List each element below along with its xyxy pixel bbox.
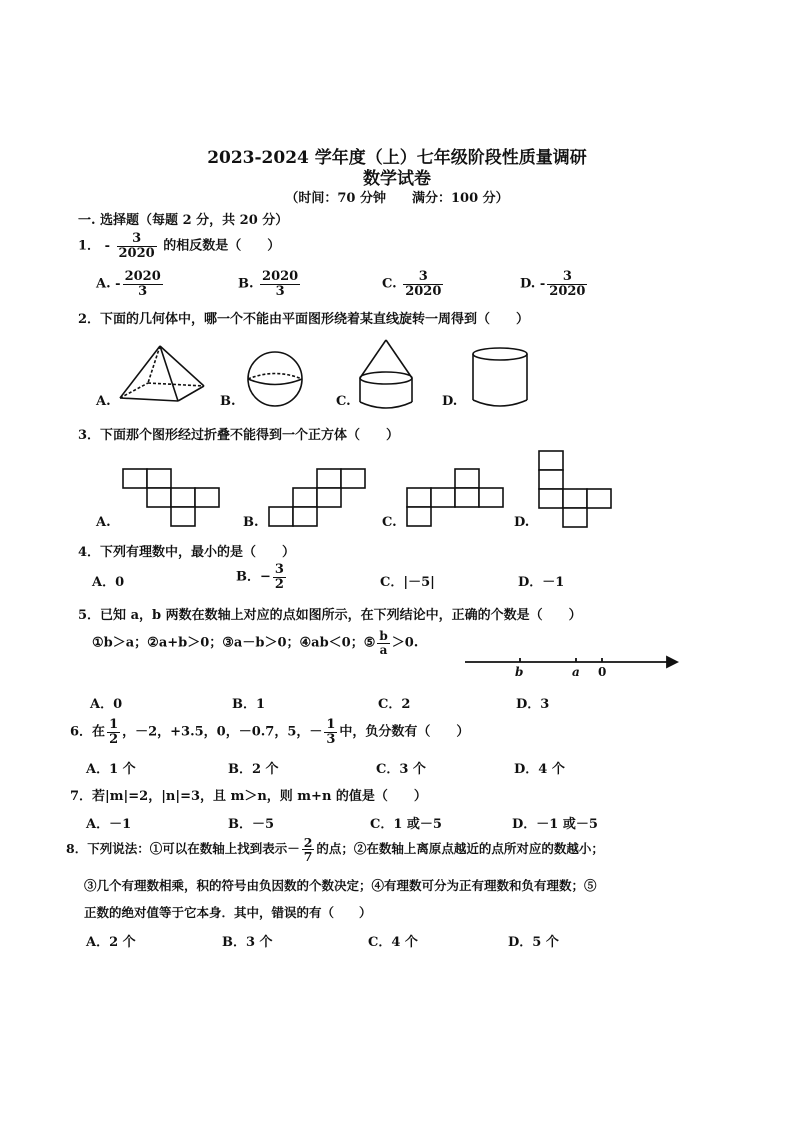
option-b: B．2 个 [228, 762, 279, 777]
option-a: A．0 [90, 697, 123, 712]
option-a: A. [96, 515, 111, 530]
option-c: C．|－5| [380, 575, 435, 590]
sphere-icon [246, 350, 304, 408]
option-c: C．3 个 [376, 762, 426, 777]
option-d: D．4 个 [514, 762, 565, 777]
cube-net-b [268, 468, 368, 528]
option-b: B. $\frac{2020}{3}$ [238, 269, 299, 299]
question-8-line3: 正数的绝对值等于它本身．其中，错误的有（ ） [84, 905, 372, 920]
section-heading: 一. 选择题（每题 2 分，共 20 分） [78, 213, 289, 228]
question-text: 的相反数是（ ） [163, 238, 281, 254]
option-a: A. - $\frac{2020}{3}$ [96, 269, 161, 299]
option-b: B．－5 [228, 817, 275, 832]
question-3: 3．下面那个图形经过折叠不能得到一个正方体（ ） [78, 428, 400, 443]
option-d: D．－1 或－5 [512, 817, 598, 832]
option-c: C. $\frac{3}{2020}$ [382, 269, 442, 299]
question-1 [78, 232, 280, 260]
question-8: 8．下列说法：①可以在数轴上找到表示－ $\frac{2}{7}$ 的点；②在数轴上离原点越近的点所对应的数越小； [66, 835, 604, 865]
option-d: D．－1 [518, 575, 565, 590]
cylinder-icon [470, 346, 530, 410]
option-d: D．3 [516, 697, 550, 712]
option-a: A．－1 [86, 817, 132, 832]
option-d: D. [442, 394, 458, 409]
question-5-conditions: ①b＞a；②a+b＞0；③a－b＞0；④ab＜0；⑤ $\frac{b}{a}$ ＞0. [92, 629, 419, 657]
option-b: B. [243, 515, 259, 530]
question-5: 5．已知 a，b 两数在数轴上对应的点如图所示，在下列结论中，正确的个数是（ ） [78, 608, 582, 623]
exam-info: （时间：70 分钟 满分：100 分） [285, 191, 509, 206]
axis-label-b: b [515, 665, 524, 679]
question-number: 1． [78, 238, 101, 254]
option-a: A. [96, 394, 111, 409]
cube-net-c [406, 468, 506, 528]
sign: - [104, 238, 110, 254]
axis-label-origin: 0 [598, 665, 607, 679]
option-c: C．2 [378, 697, 411, 712]
question-6: 6．在 $\frac{1}{2}$ ，－2，+3.5，0，－0.7，5，－ $\frac{1}{3}$ 中，负分数有（ ） [70, 717, 470, 747]
option-b: B．1 [232, 697, 266, 712]
cone-on-cylinder-icon [358, 338, 414, 410]
fraction: $\frac{3}{2020}$ [118, 231, 155, 261]
axis-label-a: a [572, 665, 580, 679]
option-a: A．2 个 [86, 935, 136, 950]
question-4: 4．下列有理数中，最小的是（ ） [78, 545, 296, 560]
option-c: C．1 或－5 [370, 817, 442, 832]
pyramid-icon [118, 343, 208, 405]
option-c: C. [336, 394, 351, 409]
exam-title: 2023-2024 学年度（上）七年级阶段性质量调研 [207, 148, 587, 168]
exam-subject: 数学试卷 [363, 169, 431, 189]
option-a: A．0 [92, 575, 125, 590]
option-b: B．− $\frac{3}{2}$ [236, 562, 284, 592]
question-8-line2: ③几个有理数相乘，积的符号由负因数的个数决定；④有理数可分为正有理数和负有理数；⑤ [84, 878, 597, 893]
option-d: D. [514, 515, 530, 530]
option-a: A．1 个 [86, 762, 136, 777]
option-c: C．4 个 [368, 935, 418, 950]
option-b: B. [220, 394, 236, 409]
option-c: C. [382, 515, 397, 530]
cube-net-a [122, 468, 222, 528]
option-b: B．3 个 [222, 935, 273, 950]
cube-net-d [538, 450, 612, 528]
question-2: 2．下面的几何体中，哪一个不能由平面图形绕着某直线旋转一周得到（ ） [78, 312, 530, 327]
question-7: 7．若|m|=2，|n|=3，且 m＞n，则 m+n 的值是（ ） [70, 789, 427, 804]
option-d: D. - $\frac{3}{2020}$ [520, 269, 586, 299]
option-d: D．5 个 [508, 935, 559, 950]
